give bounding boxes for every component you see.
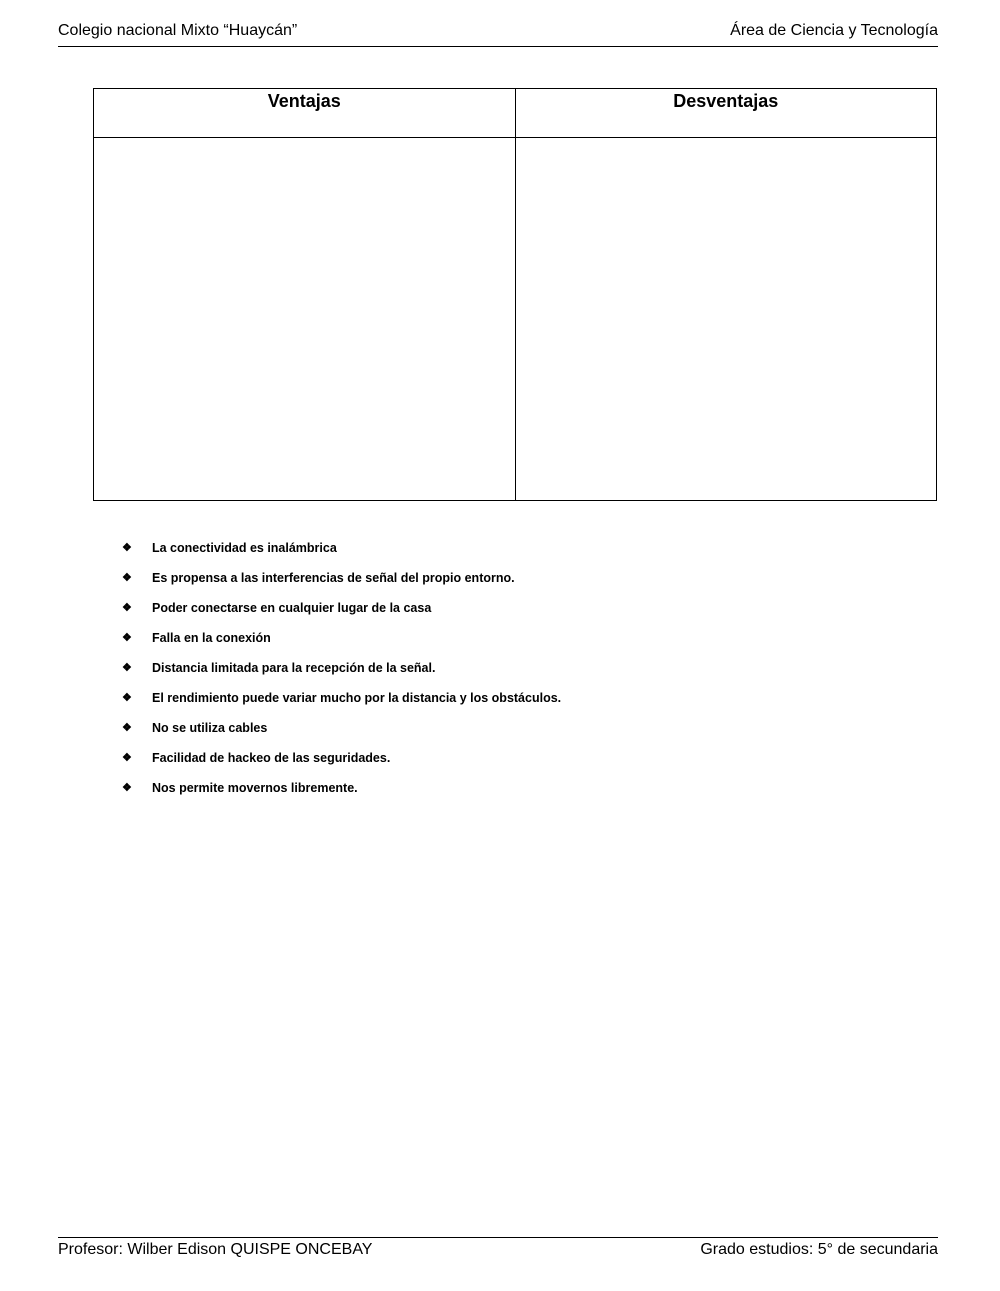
statement-list [122, 539, 561, 809]
statement-item[interactable] [122, 779, 561, 809]
diamond-bullet-icon: ❖ [122, 542, 132, 554]
statement-text: Poder conectarse en cualquier lugar de la casa [152, 601, 432, 615]
diamond-bullet-icon: ❖ [122, 752, 132, 764]
diamond-bullet-icon: ❖ [122, 722, 132, 734]
statement-item[interactable] [122, 659, 561, 689]
statement-item[interactable] [122, 749, 561, 779]
disadvantages-drop-zone[interactable] [515, 138, 937, 501]
page-header [58, 22, 938, 47]
teacher-name: Profesor: Wilber Edison QUISPE ONCEBAY [58, 1241, 373, 1258]
statement-item[interactable] [122, 689, 561, 719]
diamond-bullet-icon: ❖ [122, 692, 132, 704]
statement-text: El rendimiento puede variar mucho por la distancia y los obstáculos. [152, 691, 562, 705]
page-footer [58, 1237, 938, 1259]
school-name: Colegio nacional Mixto “Huaycán” [58, 22, 298, 39]
statement-item[interactable] [122, 599, 561, 629]
grade-level: Grado estudios: 5° de secundaria [700, 1241, 938, 1258]
advantages-drop-zone[interactable] [94, 138, 516, 501]
table-body-row [94, 138, 937, 501]
subject-area: Área de Ciencia y Tecnología [730, 22, 938, 39]
statement-text: No se utiliza cables [152, 721, 268, 735]
diamond-bullet-icon: ❖ [122, 782, 132, 794]
statement-item[interactable] [122, 569, 561, 599]
statement-item[interactable] [122, 629, 561, 659]
diamond-bullet-icon: ❖ [122, 632, 132, 644]
statement-text: Falla en la conexión [152, 631, 271, 645]
statement-text: Facilidad de hackeo de las seguridades. [152, 751, 391, 765]
table-header-row [94, 89, 937, 138]
statement-text: La conectividad es inalámbrica [152, 541, 337, 555]
diamond-bullet-icon: ❖ [122, 602, 132, 614]
statement-item[interactable] [122, 719, 561, 749]
diamond-bullet-icon: ❖ [122, 662, 132, 674]
statement-text: Es propensa a las interferencias de señal del propio entorno. [152, 571, 515, 585]
advantages-disadvantages-table [93, 88, 937, 501]
advantages-header: Ventajas [94, 89, 516, 138]
disadvantages-header: Desventajas [515, 89, 937, 138]
statement-item[interactable] [122, 539, 561, 569]
diamond-bullet-icon: ❖ [122, 572, 132, 584]
statement-text: Nos permite movernos libremente. [152, 781, 358, 795]
statement-text: Distancia limitada para la recepción de la señal. [152, 661, 436, 675]
